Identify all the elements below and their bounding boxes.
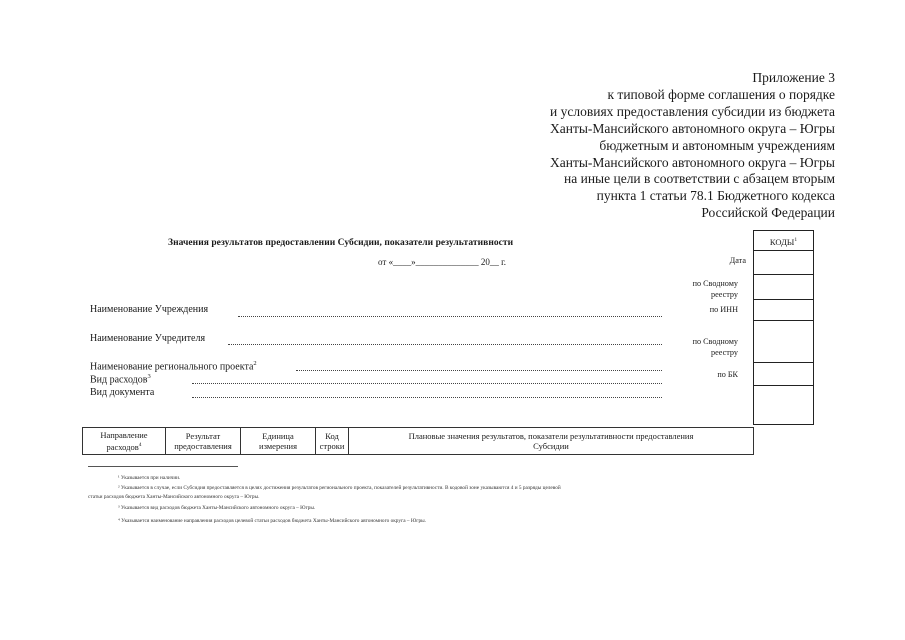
codes-row-divider: [753, 320, 814, 321]
document-type-field[interactable]: [192, 397, 662, 398]
footnote-3: ³ Указывается вид расходов бюджета Ханты-Мансийского автономного округа – Югры.: [118, 505, 316, 511]
codes-inn-label: по ИНН: [709, 305, 738, 314]
codes-bk-label: по БК: [717, 370, 738, 379]
header-line-4: Ханты-Мансийского автономного округа – Югры: [550, 120, 835, 136]
header-line-3: и условиях предоставления субсидии из бюджета: [550, 103, 835, 119]
document-type-label: Вид документа: [90, 387, 155, 398]
codes-box: [753, 230, 814, 425]
codes-date-label: Дата: [729, 256, 746, 265]
expense-type-label: Вид расходов$^3$: [90, 373, 151, 386]
header-line-8: пункта 1 статьи 78.1 Бюджетного кодекса: [596, 188, 835, 204]
col-row-code: Код строки: [316, 428, 349, 455]
header-line-7: на иные цели в соответствии с абзацем вторым: [564, 171, 835, 187]
codes-row-divider: [753, 385, 814, 386]
institution-field[interactable]: [238, 316, 662, 317]
header-line-1: Приложение 3: [752, 70, 835, 85]
header-line-5: бюджетным и автономным учреждениям: [599, 137, 835, 153]
founder-field[interactable]: [228, 344, 662, 345]
footnote-2: ² Указывается в случае, если Субсидия предоставляется в целях достижения результатов регионального проекта, показателей результативности. В кодовой зоне указываются 4 и 5 разряды целевой: [118, 485, 561, 491]
footnote-1: ¹ Указывается при наличии.: [118, 475, 181, 481]
regional-project-label: Наименование регионального проекта$^2$: [90, 360, 257, 373]
codes-header: КОДЫ$^1$: [769, 236, 798, 247]
founder-label: Наименование Учредителя: [90, 333, 206, 344]
col-unit: Единица измерения: [241, 428, 316, 455]
footnote-4: ⁴ Указывается наименование направления расходов целевой статьи расходов бюджета Ханты-Мансийского автономного округа – Югры.: [118, 518, 426, 524]
expense-type-field[interactable]: [192, 383, 662, 384]
codes-row-divider: [753, 299, 814, 300]
codes-row-divider: [753, 362, 814, 363]
col-result: Результат предоставления: [166, 428, 241, 455]
appendix-header: [550, 70, 835, 222]
form-date-line: от «____»______________ 20__ г.: [378, 257, 506, 267]
codes-registry1-label: по Сводному реестру: [692, 279, 738, 299]
codes-row-divider: [753, 250, 814, 251]
footnote-2-continued: статьи расходов бюджета Ханты-Мансийского автономного округа – Югры.: [88, 494, 260, 500]
results-table: [82, 427, 754, 455]
table-header-row: [83, 428, 754, 455]
col-planned-values: Плановые значения результатов, показатели результативности предоставления Субсидии: [349, 428, 754, 455]
regional-project-field[interactable]: [296, 370, 662, 371]
footnote-separator: [88, 466, 238, 467]
institution-label: Наименование Учреждения: [90, 304, 209, 315]
form-title: Значения результатов предоставлении Субсидии, показатели результативности: [168, 238, 514, 248]
col-expense-direction: Направление расходов$^4$: [83, 428, 166, 455]
header-line-2: к типовой форме соглашения о порядке: [607, 86, 835, 102]
header-line-6: Ханты-Мансийского автономного округа – Югры: [550, 154, 835, 170]
codes-row-divider: [753, 274, 814, 275]
codes-registry2-label: по Сводному реестру: [692, 337, 738, 357]
header-line-9: Российской Федерации: [701, 205, 835, 221]
